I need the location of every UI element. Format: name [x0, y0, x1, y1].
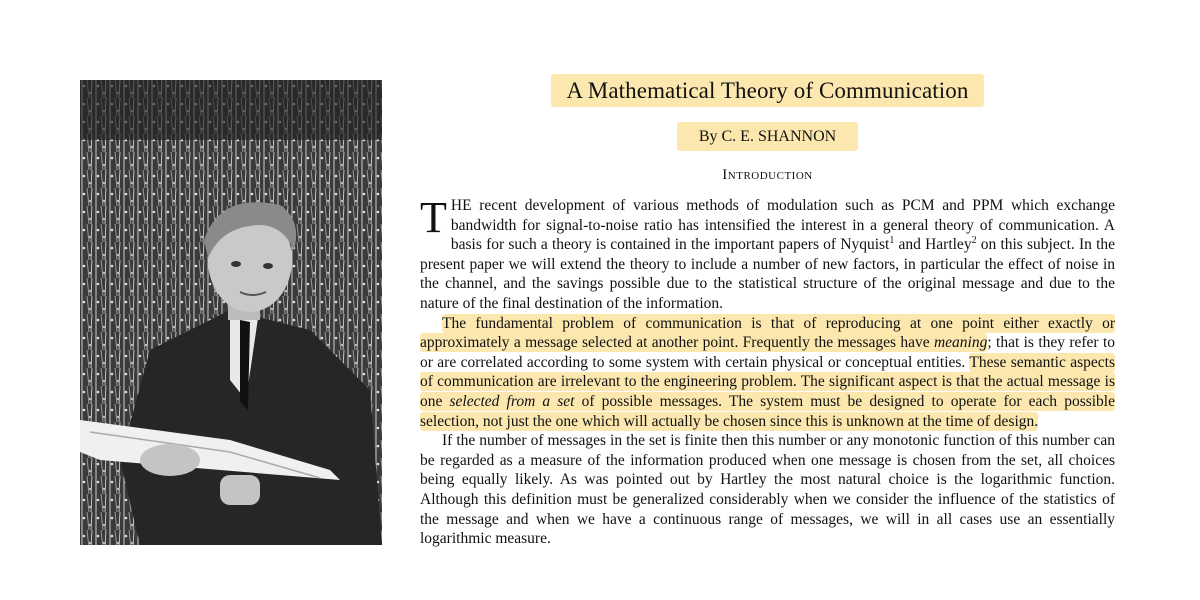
paragraph-1	[420, 193, 1116, 314]
p1-text-c: on this subject. In the present paper we will extend the theory to include a number of new factors, in particular the effect of noise in the channel, and the savings possible due to the statistical structure of the original message and due to the nature of the final destination of the information.	[420, 236, 1116, 312]
drop-cap: T	[420, 193, 447, 242]
paper-body	[420, 193, 1116, 549]
paragraph-2	[420, 314, 1115, 432]
p1-text-a: HE recent development of various methods of modulation such as PCM and PPM which exchange bandwidth for signal-to-noise ratio has intensified the interest in a general theory of communication. A basis for such a theory is contained in the important papers of Nyquist	[450, 197, 1115, 254]
paper-author-text: By C. E. SHANNON	[677, 122, 858, 151]
footnote-ref-1: 1	[889, 235, 895, 247]
footnote-ref-2: 2	[971, 235, 977, 247]
portrait-illustration	[80, 80, 382, 545]
portrait-photo	[80, 80, 382, 545]
p1-text-b: and Hartley	[894, 236, 972, 254]
paper-author	[410, 128, 1125, 146]
p2-hl1-italic: meaning	[933, 334, 988, 352]
paper-title	[410, 78, 1125, 104]
paper-title-text: A Mathematical Theory of Communication	[551, 74, 985, 107]
p2-hl2b: of possible messages. The system must be designed to operate for each possible selection, not just the one which will actually be chosen since this is unknown at the time of design.	[420, 392, 1115, 430]
p2-hl2-italic: selected from a set	[449, 392, 575, 410]
p2-hl2a: These semantic aspects of communication are irrelevant to the engineering problem. The significant aspect is that the actual message is one	[420, 353, 1115, 410]
p2-hl1: The fundamental problem of communication is that of reproducing at one point either exactly or approximately a message selected at another point. Frequently the messages have	[420, 314, 1115, 352]
paragraph-3: If the number of messages in the set is finite then this number or any monotonic function of this number can be regarded as a measure of the information produced when one message is chosen from the set, all choices being equally likely. As was pointed out by Hartley the most natural choice is the logarithmic function. Although this definition must be generalized considerably when we consider the influence of the statistics of the message and when we have a continuous range of messages, we will in all cases use an essentially logarithmic measure.	[420, 432, 1115, 548]
section-heading: Introduction	[722, 167, 813, 183]
p2-plain: ; that is they refer to or are correlated according to some system with certain physical or conceptual entities.	[420, 334, 1116, 371]
